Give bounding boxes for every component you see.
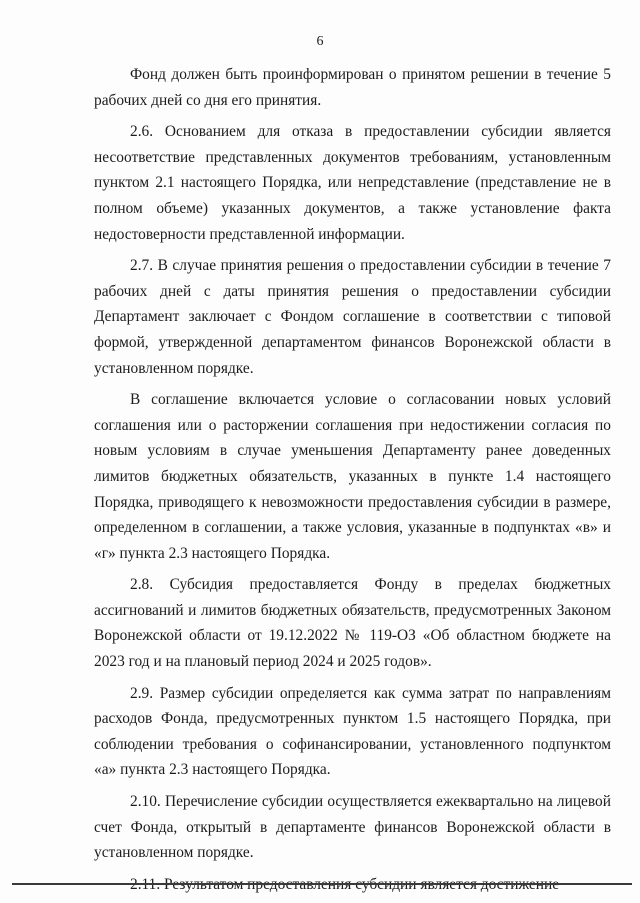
paragraph-fund-notification: Фонд должен быть проинформирован о принятом решении в течение 5 рабочих дней со дня его принятия. [94, 66, 611, 109]
bottom-divider [12, 883, 632, 885]
paragraph-agreement-conditions: В соглашение включается условие о согласовании новых условий соглашения или о расторжении соглашения при недостижении согласия по новым условиям в случае уменьшения Департаменту ранее доведенных лимитов бюджетных обязательств, указанных в пункте 1.4 настоящего Порядка, приводящего к невозможности предоставления субсидии в размере, определенном в соглашении, а также условия, указанные в подпунктах «в» и «г» пункта 2.3 настоящего Порядка. [94, 391, 611, 562]
document-body [94, 62, 611, 903]
paragraph-2-7-agreement: 2.7. В случае принятия решения о предоставлении субсидии в течение 7 рабочих дней с даты принятия решения о предоставлении субсидии Департамент заключает с Фондом соглашение в соответствии с типовой формой, утвержденной департаментом финансов Воронежской области в установленном порядке. [94, 257, 611, 377]
paragraph-2-11-result [94, 872, 611, 898]
paragraph-2-10-transfer: 2.10. Перечисление субсидии осуществляется ежеквартально на лицевой счет Фонда, открытый в департаменте финансов Воронежской области в установленном порядке. [94, 793, 611, 862]
paragraph-2-9-subsidy-amount: 2.9. Размер субсидии определяется как сумма затрат по направлениям расходов Фонда, предусмотренных пунктом 1.5 настоящего Порядка, при соблюдении требования о софинансировании, установленного подпунктом «а» пункта 2.3 настоящего Порядка. [94, 684, 611, 779]
page-number: 6 [316, 34, 324, 49]
paragraph-2-6-refusal-grounds: 2.6. Основанием для отказа в предоставлении субсидии является несоответствие представленных документов требованиям, установленным пунктом 2.1 настоящего Порядка, или непредставление (представление не в полном объеме) указанных документов, а также установление факта недостоверности представленной информации. [94, 123, 611, 243]
paragraph-2-8-subsidy-limits: 2.8. Субсидия предоставляется Фонду в пределах бюджетных ассигнований и лимитов бюджетных обязательств, предусмотренных Законом Воронежской области от 19.12.2022 № 119-ОЗ «Об областном бюджете на 2023 год и на плановый период 2024 и 2025 годов». [94, 576, 611, 671]
